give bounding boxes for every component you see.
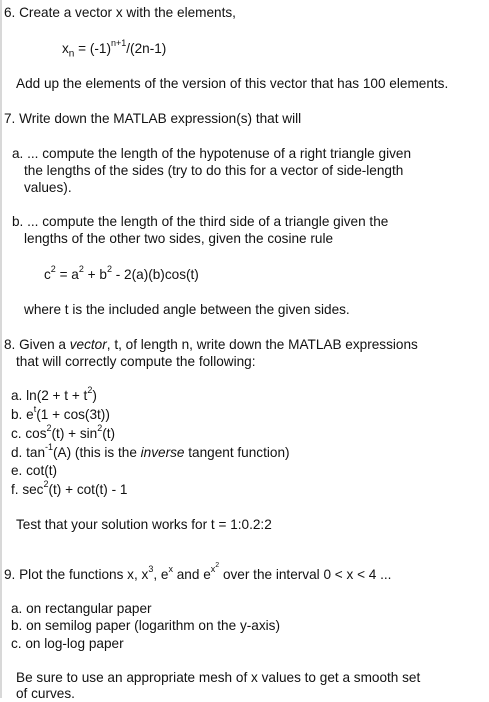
q8-item-f: f. $\sec^2(t) + \cot(t) - 1$ — [11, 479, 128, 497]
q6-formula: $x_n = (-1)^{n+1}/(2n-1)$ — [62, 38, 167, 60]
q8-item-c: c. $\cos^2(t) + \sin^2(t)$ — [11, 423, 116, 441]
q8-item-e: e. cot(t) — [11, 463, 58, 478]
q7-a-line3: values). — [24, 180, 72, 195]
q7-b-line2: lengths of the other two sides, given the cosine rule — [24, 231, 334, 246]
q9-note-line2: of curves. — [16, 686, 75, 701]
q8-item-d: d. $\tan^{-1}(A)$ (this is the inverse tangent function) — [11, 442, 290, 460]
q8-item-a: a. $\ln(2 + t + t^2)$ — [11, 385, 97, 403]
q8-prompt: 8. Given a vector, t, of length n, write down the MATLAB expressions — [4, 337, 418, 352]
q7-prompt: 7. Write down the MATLAB expression(s) that will — [4, 111, 302, 126]
q8-item-b: b. $e^t(1 + \cos(3t))$ — [11, 404, 110, 422]
q7-b-line1: b. ... compute the length of the third side of a triangle given the — [12, 214, 389, 229]
q8-test: Test that your solution works for t = 1:0.2:2 — [16, 517, 272, 532]
q9-item-b: b. on semilog paper (logarithm on the y-axis) — [11, 618, 280, 633]
left-border — [0, 0, 2, 698]
q7-cosine-rule: $c^2 = a^2 + b^2 - 2(a)(b)\cos(t)$ — [44, 264, 199, 282]
q9-item-c: c. on log-log paper — [11, 636, 124, 651]
q6-prompt: 6. Create a vector x with the elements, — [4, 5, 236, 20]
q8-prompt-line2: that will correctly compute the following: — [16, 354, 256, 369]
q6-instruction: Add up the elements of the version of this vector that has 100 elements. — [16, 76, 449, 91]
q9-item-a: a. on rectangular paper — [11, 601, 152, 616]
q7-where: where t is the included angle between the given sides. — [24, 302, 350, 317]
q9-prompt: 9. Plot the functions x, $x^3$, $e^x$ and $e^{x^2}$ over the interval 0 < x < 4 ... — [4, 562, 392, 582]
q7-a-line1: a. ... compute the length of the hypotenuse of a right triangle given — [12, 146, 412, 161]
q7-a-line2: the lengths of the sides (try to do this for a vector of side-length — [24, 163, 404, 178]
q9-note-line1: Be sure to use an appropriate mesh of x values to get a smooth set — [16, 670, 421, 685]
